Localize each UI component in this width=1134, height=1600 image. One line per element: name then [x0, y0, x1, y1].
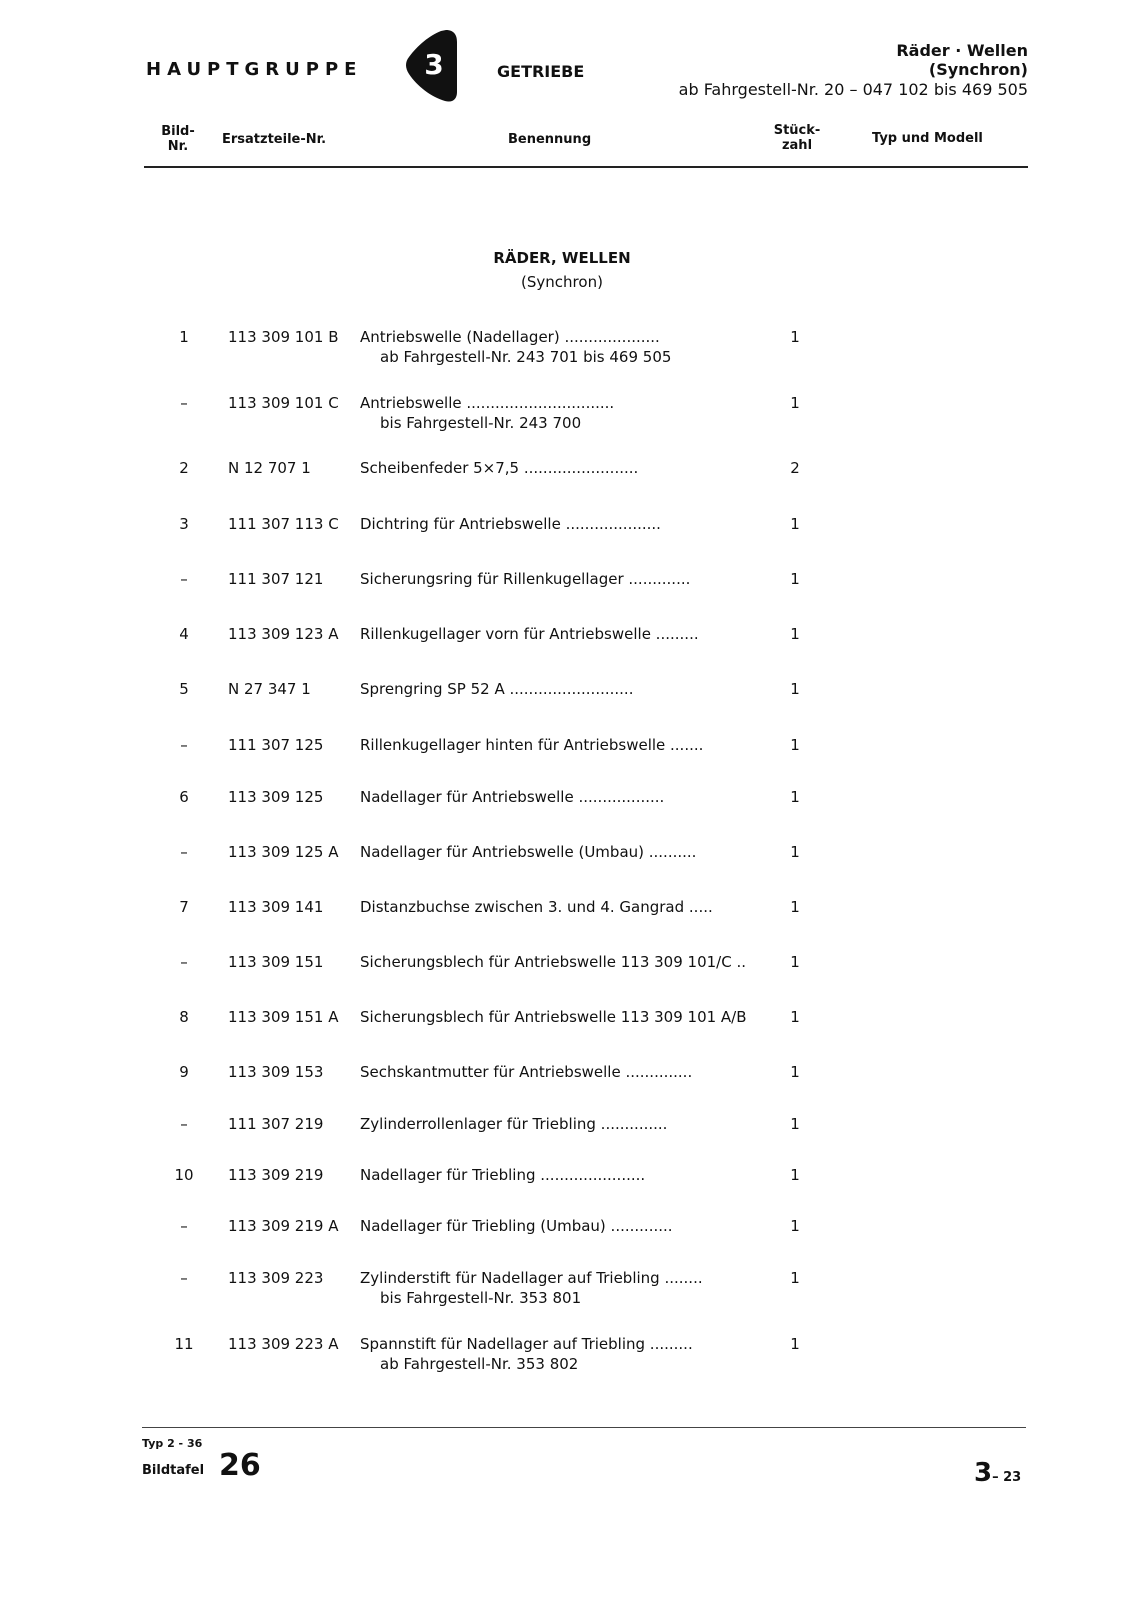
column-header-bild-line1: Bild- [161, 124, 195, 139]
parts-row [0, 679, 1134, 727]
bild-nr: 6 [179, 788, 189, 806]
parts-row [0, 624, 1134, 672]
part-qty: 1 [790, 788, 800, 806]
part-number: 113 309 219 [228, 1166, 324, 1184]
parts-row [0, 569, 1134, 617]
part-note: bis Fahrgestell-Nr. 243 700 [380, 414, 582, 432]
part-qty: 1 [790, 1115, 800, 1133]
page-number-main: 3 [974, 1458, 993, 1488]
bildtafel-label: Bildtafel [142, 1463, 205, 1478]
part-note: ab Fahrgestell-Nr. 353 802 [380, 1355, 579, 1373]
part-name: Dichtring für Antriebswelle .................... [360, 515, 661, 533]
part-qty: 1 [790, 736, 800, 754]
bild-nr: 4 [179, 625, 189, 643]
parts-row [0, 1216, 1134, 1264]
bild-nr: 3 [179, 515, 189, 533]
group-number: 3 [424, 48, 444, 81]
bild-nr: 2 [179, 459, 189, 477]
footer-rule [142, 1427, 1026, 1428]
part-qty: 1 [790, 570, 800, 588]
bild-nr: – [180, 394, 188, 412]
part-qty: 1 [790, 1217, 800, 1235]
parts-row [0, 1114, 1134, 1162]
part-name: Nadellager für Antriebswelle .................. [360, 788, 665, 806]
parts-row [0, 787, 1134, 835]
parts-row [0, 1007, 1134, 1055]
header-rule [144, 166, 1028, 168]
bild-nr: – [180, 736, 188, 754]
part-qty: 1 [790, 515, 800, 533]
parts-row [0, 393, 1134, 441]
parts-row [0, 735, 1134, 783]
part-number: 113 309 125 [228, 788, 324, 806]
page-number-sub: – 23 [992, 1470, 1022, 1485]
part-number: 113 309 125 A [228, 843, 339, 861]
part-name: Antriebswelle (Nadellager) .................... [360, 328, 660, 346]
hauptgruppe-label: HAUPTGRUPPE [146, 59, 363, 80]
parts-row [0, 458, 1134, 506]
part-name: Zylinderrollenlager für Triebling .............. [360, 1115, 668, 1133]
footer-typ: Typ 2 - 36 [142, 1437, 203, 1450]
part-number: 113 309 219 A [228, 1217, 339, 1235]
part-name: Spannstift für Nadellager auf Triebling ......... [360, 1335, 693, 1353]
parts-row [0, 952, 1134, 1000]
part-number: 113 309 153 [228, 1063, 324, 1081]
column-header-stueckzahl-line2: zahl [781, 138, 813, 153]
section-heading [896, 41, 1028, 79]
part-name: Nadellager für Triebling ...................... [360, 1166, 646, 1184]
part-name: Distanzbuchse zwischen 3. und 4. Gangrad ..... [360, 898, 713, 916]
part-name: Nadellager für Antriebswelle (Umbau) .......... [360, 843, 697, 861]
part-number: 113 309 101 B [228, 328, 339, 346]
part-name: Antriebswelle ............................... [360, 394, 615, 412]
parts-row [0, 1268, 1134, 1316]
part-number: 113 309 123 A [228, 625, 339, 643]
part-name: Zylinderstift für Nadellager auf Triebling ........ [360, 1269, 703, 1287]
part-qty: 1 [790, 1269, 800, 1287]
bild-nr: 5 [179, 680, 189, 698]
part-number: 111 307 113 C [228, 515, 339, 533]
section-heading-line1: Räder · Wellen [896, 41, 1028, 60]
section-heading-line2: (Synchron) [928, 60, 1028, 79]
section-range: ab Fahrgestell-Nr. 20 – 047 102 bis 469 505 [678, 80, 1028, 99]
part-number: 113 309 101 C [228, 394, 339, 412]
part-number: N 12 707 1 [228, 459, 311, 477]
bild-nr: 7 [179, 898, 189, 916]
part-name: Sicherungsblech für Antriebswelle 113 309 101/C .. [360, 953, 746, 971]
bild-nr: – [180, 1115, 188, 1133]
bildtafel-number: 26 [219, 1448, 261, 1483]
bild-nr: 11 [174, 1335, 194, 1353]
page-number [974, 1458, 1021, 1488]
group-name: GETRIEBE [497, 62, 585, 81]
part-qty: 1 [790, 953, 800, 971]
part-qty: 1 [790, 680, 800, 698]
column-header-bild-line2: Nr. [167, 139, 189, 154]
bild-nr: – [180, 1217, 188, 1235]
part-name: Scheibenfeder 5×7,5 ........................ [360, 459, 639, 477]
bild-nr: – [180, 843, 188, 861]
bild-nr: 10 [174, 1166, 194, 1184]
part-number: 113 309 223 [228, 1269, 324, 1287]
column-header-stueckzahl [772, 123, 822, 153]
part-qty: 2 [790, 459, 800, 477]
bild-nr: 1 [179, 328, 189, 346]
parts-section-title: RÄDER, WELLEN [493, 249, 631, 267]
parts-row [0, 842, 1134, 890]
part-qty: 1 [790, 843, 800, 861]
column-header-bild [158, 124, 198, 154]
part-name: Rillenkugellager vorn für Antriebswelle ......... [360, 625, 699, 643]
part-name: Sicherungsring für Rillenkugellager ............. [360, 570, 691, 588]
part-qty: 1 [790, 1063, 800, 1081]
bild-nr: 9 [179, 1063, 189, 1081]
part-number: 113 309 151 A [228, 1008, 339, 1026]
part-name: Rillenkugellager hinten für Antriebswelle ....... [360, 736, 704, 754]
part-qty: 1 [790, 394, 800, 412]
part-number: 113 309 223 A [228, 1335, 339, 1353]
parts-row [0, 897, 1134, 945]
part-name: Nadellager für Triebling (Umbau) ............. [360, 1217, 673, 1235]
column-header-typ: Typ und Modell [872, 131, 983, 146]
bild-nr: – [180, 1269, 188, 1287]
part-number: N 27 347 1 [228, 680, 311, 698]
part-number: 111 307 219 [228, 1115, 324, 1133]
part-number: 111 307 125 [228, 736, 324, 754]
part-qty: 1 [790, 1008, 800, 1026]
part-note: bis Fahrgestell-Nr. 353 801 [380, 1289, 582, 1307]
bild-nr: 8 [179, 1008, 189, 1026]
parts-row [0, 514, 1134, 562]
part-qty: 1 [790, 625, 800, 643]
parts-section-subtitle: (Synchron) [521, 273, 603, 291]
part-note: ab Fahrgestell-Nr. 243 701 bis 469 505 [380, 348, 672, 366]
part-number: 111 307 121 [228, 570, 324, 588]
part-qty: 1 [790, 898, 800, 916]
parts-row [0, 1165, 1134, 1213]
part-qty: 1 [790, 1166, 800, 1184]
part-qty: 1 [790, 328, 800, 346]
parts-row [0, 1334, 1134, 1382]
part-name: Sicherungsblech für Antriebswelle 113 309 101 A/B [360, 1008, 747, 1026]
part-name: Sprengring SP 52 A .......................... [360, 680, 634, 698]
parts-row [0, 327, 1134, 375]
column-header-stueckzahl-line1: Stück- [773, 123, 821, 138]
part-number: 113 309 151 [228, 953, 324, 971]
bild-nr: – [180, 570, 188, 588]
part-name: Sechskantmutter für Antriebswelle .............. [360, 1063, 693, 1081]
column-header-benennung: Benennung [508, 132, 592, 147]
bild-nr: – [180, 953, 188, 971]
part-qty: 1 [790, 1335, 800, 1353]
part-number: 113 309 141 [228, 898, 324, 916]
parts-row [0, 1062, 1134, 1110]
column-header-ersatzteil: Ersatzteile-Nr. [222, 132, 327, 147]
